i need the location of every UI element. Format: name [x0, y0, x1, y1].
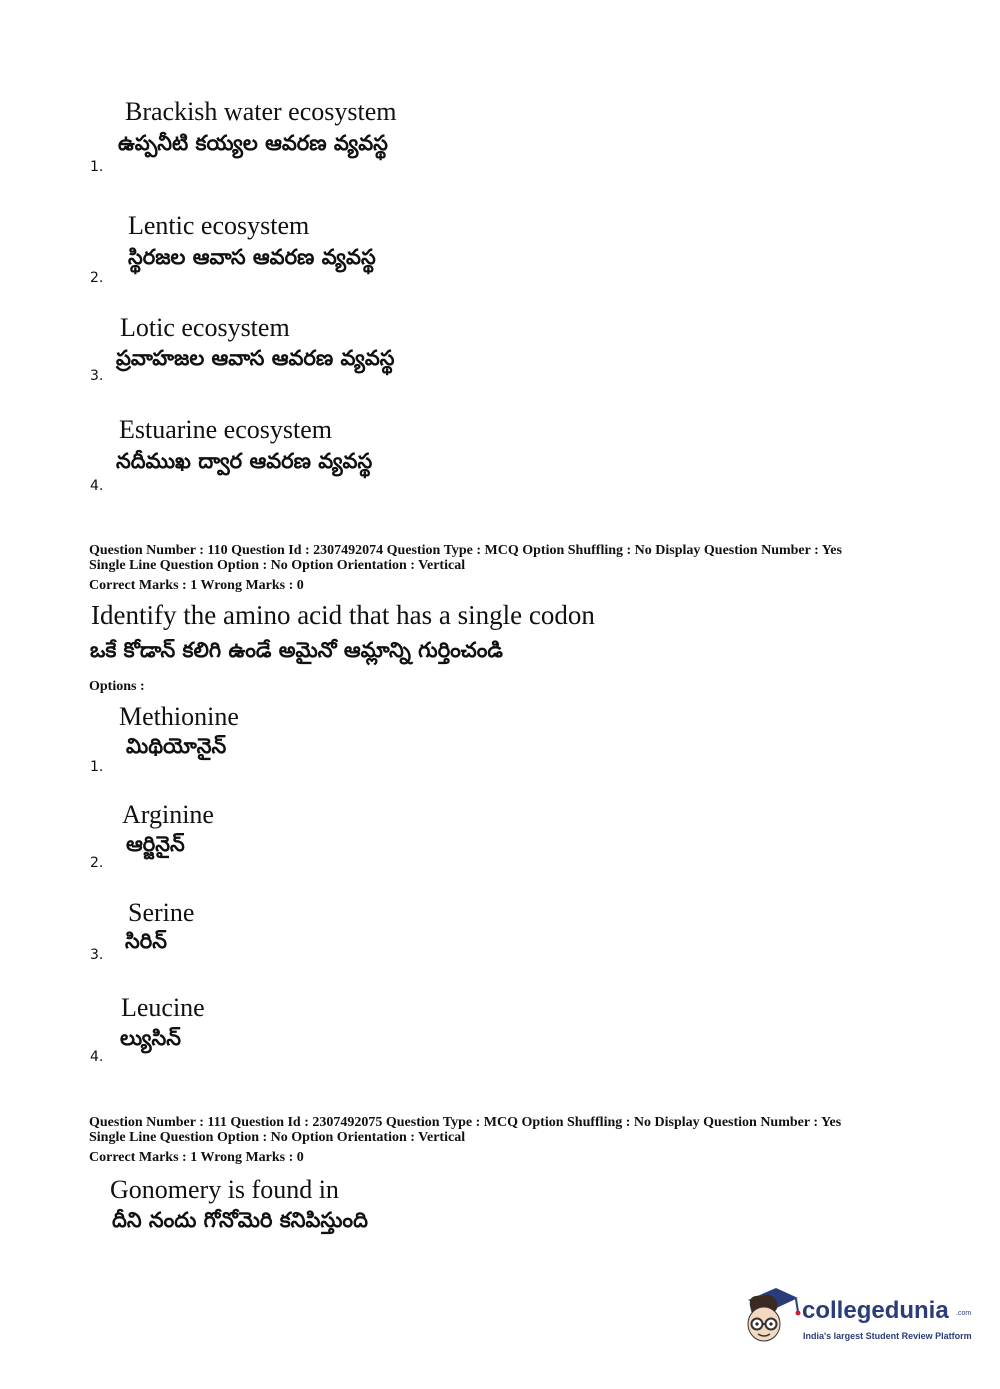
logo-suffix: .com: [956, 1310, 972, 1317]
question-marks: Correct Marks : 1 Wrong Marks : 0: [89, 1150, 304, 1165]
options-label: Options :: [89, 679, 145, 694]
option-number: 3.: [90, 368, 104, 384]
option-english: Lotic ecosystem: [120, 313, 290, 342]
option-telugu: ఉప్పనీటి కయ్యల ఆవరణ వ్యవస్థ: [118, 131, 388, 155]
question-text-telugu: ఒకే కోడాన్ కలిగి ఉండే అమైనో ఆమ్లాన్ని గుర్తించండి: [90, 638, 503, 662]
question-text-english: Identify the amino acid that has a single codon: [91, 600, 595, 630]
option-english: Arginine: [122, 800, 214, 829]
option-number: 2.: [90, 855, 104, 871]
student-mascot-icon: [740, 1282, 802, 1350]
question-marks: Correct Marks : 1 Wrong Marks : 0: [89, 578, 304, 593]
question-meta: Question Number : 111 Question Id : 2307492075 Question Type : MCQ Option Shuffling : No Display Question Number : Yes: [89, 1115, 842, 1130]
option-telugu: స్థిరజల ఆవాస ఆవరణ వ్యవస్థ: [128, 245, 376, 269]
question-meta-options: Single Line Question Option : No Option Orientation : Vertical: [89, 1130, 466, 1145]
option-number: 2.: [90, 270, 104, 286]
option-english: Estuarine ecosystem: [119, 415, 332, 444]
option-telugu: ఆర్జినైన్: [126, 832, 185, 856]
question-text-telugu: దీని నందు గోనోమెరి కనిపిస్తుంది: [112, 1208, 368, 1232]
option-telugu: నదీముఖ ద్వార ఆవరణ వ్యవస్థ: [116, 449, 373, 473]
option-english: Serine: [128, 898, 195, 927]
option-number: 1.: [90, 759, 104, 775]
option-number: 4.: [90, 478, 104, 494]
option-english: Leucine: [121, 993, 205, 1022]
question-meta: Question Number : 110 Question Id : 2307492074 Question Type : MCQ Option Shuffling : No Display Question Number : Yes: [89, 543, 842, 558]
option-english: Brackish water ecosystem: [125, 97, 397, 126]
option-telugu: సిరిన్: [125, 929, 167, 953]
option-telugu: ప్రవాహజల ఆవాస ఆవరణ వ్యవస్థ: [116, 346, 395, 370]
option-english: Lentic ecosystem: [128, 211, 310, 240]
question-meta-options: Single Line Question Option : No Option Orientation : Vertical: [89, 558, 466, 573]
option-number: 1.: [90, 159, 104, 175]
question-text-english: Gonomery is found in: [110, 1175, 339, 1204]
logo-tagline: India's largest Student Review Platform: [803, 1331, 972, 1341]
option-number: 3.: [90, 947, 104, 963]
option-number: 4.: [90, 1049, 104, 1065]
option-telugu: మిథియోనైన్: [126, 734, 227, 758]
option-english: Methionine: [119, 702, 239, 731]
option-telugu: ల్యుసిన్: [120, 1026, 182, 1050]
logo-wordmark: collegedunia: [802, 1297, 949, 1324]
